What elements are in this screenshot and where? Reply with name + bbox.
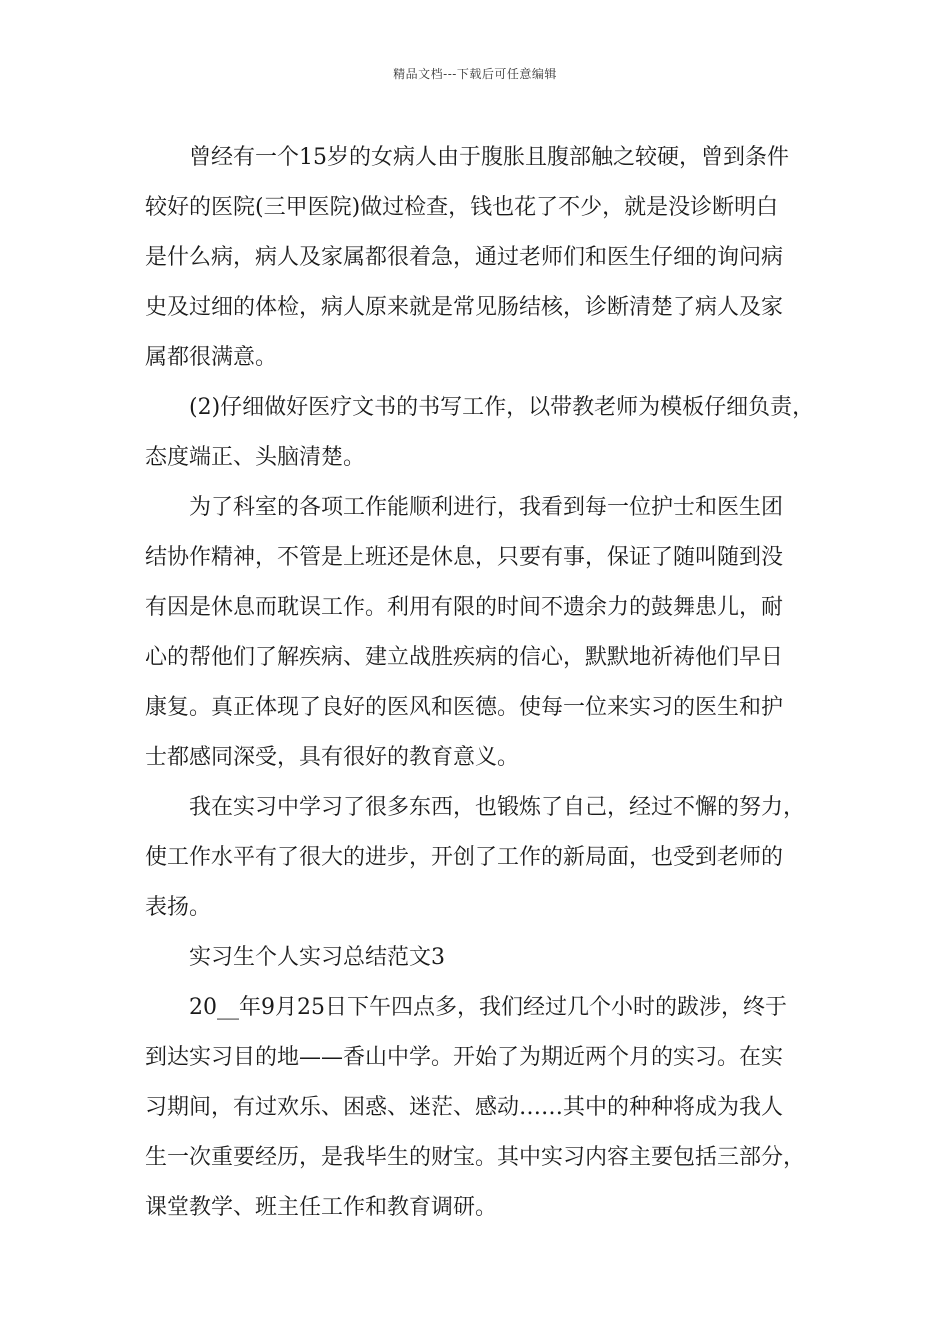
text-line: 表扬。: [145, 895, 212, 920]
text-line: 实习生个人实习总结范文3: [189, 945, 445, 970]
text-line: 结协作精神，不管是上班还是休息，只要有事，保证了随叫随到没: [145, 545, 784, 570]
section-heading: [145, 933, 810, 983]
text-line: 有因是休息而耽误工作。利用有限的时间不遗余力的鼓舞患儿，耐: [145, 595, 784, 620]
text-line: 士都感同深受，具有很好的教育意义。: [145, 745, 520, 770]
text-line: 心的帮他们了解疾病、建立战胜疾病的信心，默默地祈祷他们早日: [145, 645, 784, 670]
text-line: 课堂教学、班主任工作和教育调研。: [145, 1195, 498, 1220]
text-line: 为了科室的各项工作能顺利进行，我看到每一位护士和医生团: [189, 495, 784, 520]
page-header: 精品文档---下载后可任意编辑: [393, 67, 557, 81]
paragraph: [145, 383, 815, 483]
text-line: 曾经有一个15岁的女病人由于腹胀且腹部触之较硬，曾到条件: [189, 145, 789, 170]
text-line: 属都很满意。: [145, 345, 278, 370]
text-line: 史及过细的体检，病人原来就是常见肠结核，诊断清楚了病人及家: [145, 295, 784, 320]
text-line: 较好的医院(三甲医院)做过检查，钱也花了不少，就是没诊断明白: [145, 195, 779, 220]
paragraph: [145, 983, 810, 1233]
paragraph: [145, 483, 810, 783]
text-line: 使工作水平有了很大的进步，开创了工作的新局面，也受到老师的: [145, 845, 784, 870]
paragraph: [145, 133, 810, 383]
text-line: 态度端正、头脑清楚。: [145, 445, 366, 470]
text-line: 20__年9月25日下午四点多，我们经过几个小时的跋涉，终于: [189, 995, 787, 1020]
text-line: 是什么病，病人及家属都很着急，通过老师们和医生仔细的询问病: [145, 245, 784, 270]
paragraph: [145, 783, 810, 933]
text-line: 到达实习目的地——香山中学。开始了为期近两个月的实习。在实: [145, 1045, 784, 1070]
text-line: 我在实习中学习了很多东西，也锻炼了自己，经过不懈的努力，: [189, 795, 806, 820]
text-line: 生一次重要经历，是我毕生的财宝。其中实习内容主要包括三部分，: [145, 1145, 806, 1170]
document-body: [145, 133, 815, 1233]
text-line: 康复。真正体现了良好的医风和医德。使每一位来实习的医生和护: [145, 695, 784, 720]
text-line: (2)仔细做好医疗文书的书写工作，以带教老师为模板仔细负责，: [189, 395, 815, 420]
text-line: 习期间，有过欢乐、困惑、迷茫、感动……其中的种种将成为我人: [145, 1095, 784, 1120]
